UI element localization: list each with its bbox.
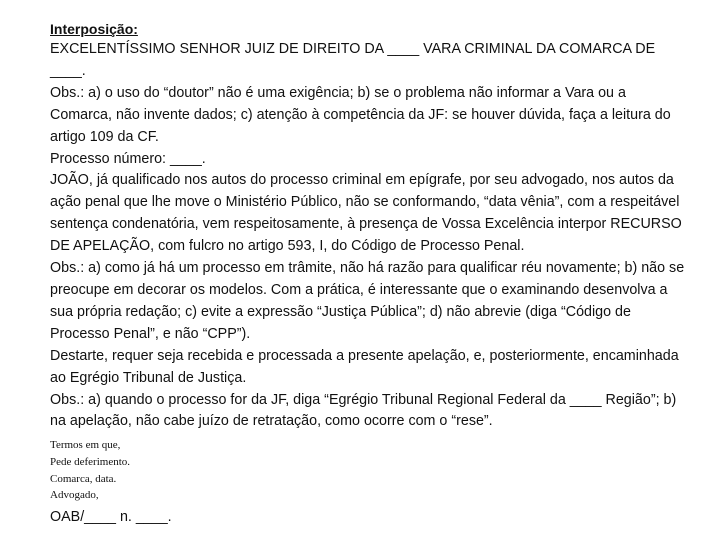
oab-signature-line: OAB/____ n. ____. xyxy=(50,508,172,525)
document-page xyxy=(50,19,690,528)
note-paragraph: Obs.: a) como já há um processo em trâmite, não há razão para qualificar réu novamente; b) não se preocupe em decorar os modelos. Com a prática, é interessante que o examinando desenvolva a sua própria redação; c) evite a expressão “Justiça Pública”; d) não abrevie (diga “Código de Processo Penal”, e não “CPP”). xyxy=(50,260,685,342)
closing-line: Comarca, data. xyxy=(50,472,117,485)
document-body xyxy=(50,39,690,433)
court-address-paragraph: EXCELENTÍSSIMO SENHOR JUIZ DE DIREITO DA ____ VARA CRIMINAL DA COMARCA DE ____. xyxy=(50,41,656,79)
closing-block xyxy=(50,437,690,503)
section-heading: Interposição: xyxy=(50,21,138,37)
case-number-paragraph: Processo número: ____. xyxy=(50,150,206,167)
note-paragraph: Obs.: a) o uso do “doutor” não é uma exigência; b) se o problema não informar a Vara ou a Comarca, não invente dados; c) atenção à competência da JF: se houver dúvida, faça a leitura do artigo 109 da CF. xyxy=(50,84,671,145)
closing-line: Termos em que, xyxy=(50,439,121,452)
closing-line: Advogado, xyxy=(50,489,99,502)
closing-line: Pede deferimento. xyxy=(50,455,131,468)
petition-paragraph: JOÃO, já qualificado nos autos do processo criminal em epígrafe, por seu advogado, nos autos da ação penal que lhe move o Ministério Público, não se conformando, “data vênia”, com a respeitável sentença condenatória, vem respeitosamente, à presença de Vossa Excelência interpor RECURSO DE APELAÇÃO, com fulcro no artigo 593, I, do Código de Processo Penal. xyxy=(50,172,682,255)
request-paragraph: Destarte, requer seja recebida e processada a presente apelação, e, posteriormente, encaminhada ao Egrégio Tribunal de Justiça. xyxy=(50,347,679,386)
note-paragraph: Obs.: a) quando o processo for da JF, diga “Egrégio Tribunal Regional Federal da ____ Região”; b) na apelação, não cabe juízo de retratação, como ocorre com o “rese”. xyxy=(50,391,677,430)
